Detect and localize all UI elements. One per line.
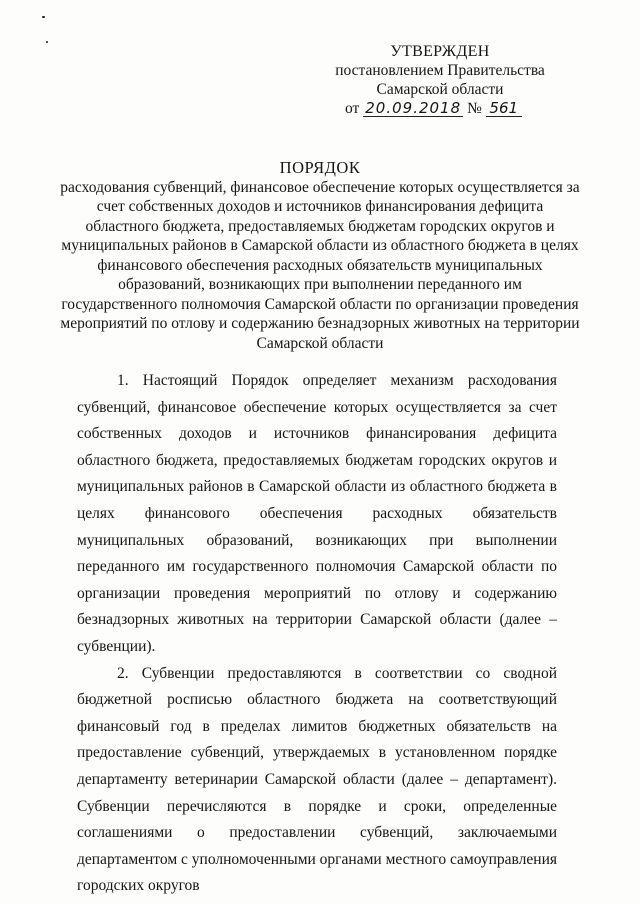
document-body	[77, 368, 557, 900]
paragraph-2: 2. Субвенции предоставляются в соответствии со сводной бюджетной росписью областного бюджета на соответствующий финансовый год в пределах лимитов бюджетных обязательств на предоставление субвенций, утверждаемых в установленном порядке департаменту ветеринарии Самарской области (далее – департамент). Субвенции перечисляются в порядке и сроки, определенные соглашениями о предоставлении субвенций, заключаемыми департаментом с уполномоченными органами местного самоуправления городских округов	[77, 664, 557, 895]
approval-from-label: от	[345, 100, 360, 117]
document-subtitle: расходования субвенций, финансовое обеспечение которых осуществляется за счет собственных доходов и источников финансирования дефицита областного бюджета, предоставляемых бюджетам городских округов и муниципальных районов в Самарской области из областного бюджета в целях финансового обеспечения расходных обязательств муниципальных образований, возникающих при выполнении переданного им государственного полномочия Самарской области по организации проведения мероприятий по отлову и содержанию безнадзорных животных на территории Самарской области	[60, 178, 580, 352]
approval-title: УТВЕРЖДЕН	[390, 43, 490, 60]
approval-number-label: №	[467, 100, 482, 117]
approval-stamp	[335, 42, 545, 118]
approval-dateline	[335, 99, 545, 118]
document-title: ПОРЯДОК	[279, 158, 361, 177]
approval-line-1: постановлением Правительства	[335, 62, 545, 79]
approval-date: 20.09.2018	[363, 100, 463, 117]
document-heading	[60, 158, 580, 353]
approval-number: 561	[486, 100, 522, 117]
approval-line-2: Самарской области	[376, 81, 504, 98]
paragraph-1: 1. Настоящий Порядок определяет механизм расходования субвенций, финансовое обеспечение которых осуществляется за счет собственных доходов и источников финансирования дефицита областного бюджета, предоставляемых бюджетам городских округов и муниципальных районов в Самарской области из областного бюджета в целях финансового обеспечения расходных обязательств муниципальных образований, возникающих при выполнении переданного им государственного полномочия Самарской области по организации проведения мероприятий по отлову и содержанию безнадзорных животных на территории Самарской области (далее – субвенции).	[77, 372, 557, 655]
